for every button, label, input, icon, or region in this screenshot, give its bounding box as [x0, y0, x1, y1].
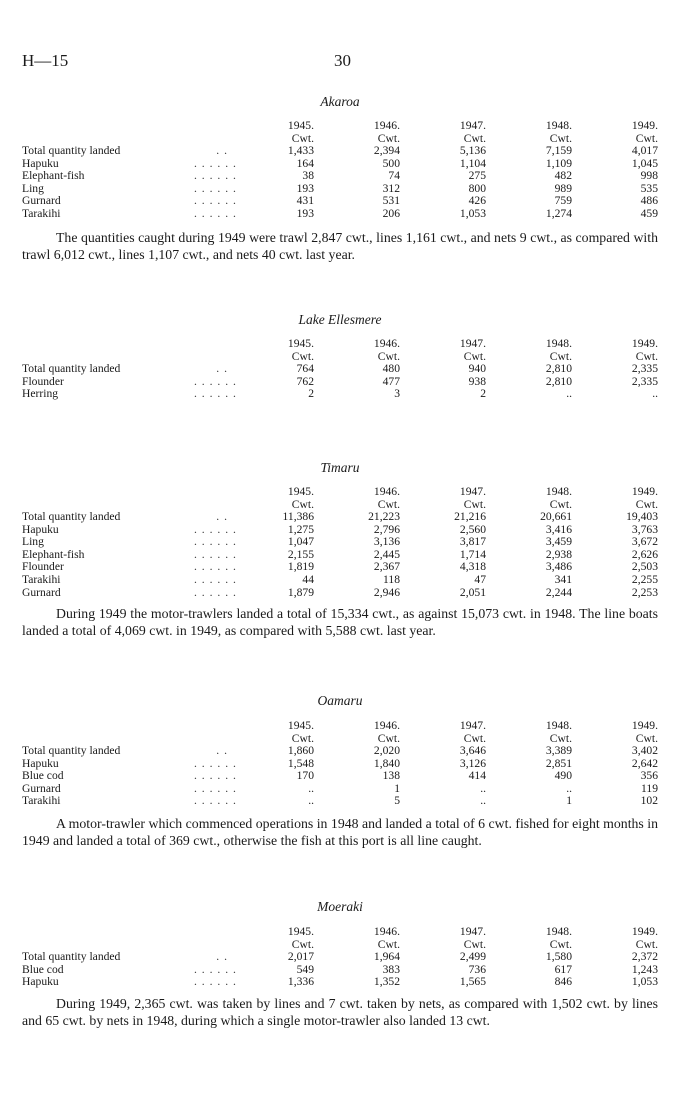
table-cell: 1,714	[459, 547, 486, 561]
table-cell: 193	[296, 206, 314, 220]
row-label: Tarakihi	[22, 572, 61, 586]
column-header: 1948.	[545, 485, 572, 498]
table-cell: ..	[566, 387, 572, 401]
leader-dots: . . . . . .	[194, 560, 237, 574]
leader-dots: . . . . . .	[194, 975, 237, 989]
table-cell: 2,394	[373, 144, 400, 157]
table-cell: 2,244	[545, 585, 572, 599]
catch-table	[22, 719, 658, 808]
column-header: Cwt.	[377, 132, 400, 145]
header-spacer	[194, 925, 228, 938]
column-header: 1945.	[287, 337, 314, 350]
table-cell: 3,459	[545, 535, 572, 549]
row-label: Herring	[22, 387, 59, 401]
year-header-row	[22, 337, 658, 350]
row-label: Blue cod	[22, 769, 64, 783]
table-cell: 1	[394, 781, 400, 795]
leader-dots: . .	[216, 144, 228, 157]
row-label: Ling	[22, 181, 44, 195]
table-cell: 1,860	[287, 744, 314, 757]
table-cell: 2	[480, 387, 486, 401]
table-cell: 4,017	[631, 144, 658, 157]
table-cell: 1,274	[545, 206, 572, 220]
leader-dots: . . . . . .	[194, 572, 237, 586]
leader-dots: . .	[216, 362, 228, 375]
leader-dots: . . . . . .	[194, 169, 237, 183]
table-cell: 2,642	[631, 756, 658, 770]
table-cell: 482	[554, 169, 572, 183]
year-header-row	[22, 925, 658, 938]
column-header: 1945.	[287, 719, 314, 732]
table-cell: 500	[382, 156, 400, 170]
column-header: Cwt.	[635, 732, 658, 745]
table-cell: 531	[382, 194, 400, 208]
table-cell: 2,020	[373, 744, 400, 757]
column-header: Cwt.	[635, 498, 658, 511]
table-cell: 426	[468, 194, 486, 208]
table-cell: 1,053	[631, 975, 658, 989]
table-cell: 3,126	[459, 756, 486, 770]
table-cell: 2,499	[459, 950, 486, 963]
header-spacer	[22, 485, 194, 498]
leader-dots: . . . . . .	[194, 535, 237, 549]
leader-dots: . . . . . .	[194, 156, 237, 170]
table-cell: 1,580	[545, 950, 572, 963]
table-row	[22, 574, 658, 587]
column-header: Cwt.	[635, 132, 658, 145]
row-label: Total quantity landed	[22, 510, 121, 523]
table-cell: 938	[468, 374, 486, 388]
table-cell: 1,275	[287, 522, 314, 536]
table-cell: 1,104	[459, 156, 486, 170]
header-spacer	[22, 119, 194, 132]
table-cell: 2,445	[373, 547, 400, 561]
leader-dots: . . . . . .	[194, 387, 237, 401]
column-header: Cwt.	[291, 938, 314, 951]
table-cell: 2,255	[631, 572, 658, 586]
table-cell: 2,155	[287, 547, 314, 561]
column-header: Cwt.	[549, 350, 572, 363]
table-cell: 74	[388, 169, 400, 183]
section-paragraph: The quantities caught during 1949 were trawl 2,847 cwt., lines 1,161 cwt., and nets 9 cwt., as compared with trawl 6,012 cwt., lines 1,107 cwt., and nets 40 cwt. last year.	[22, 229, 658, 262]
catch-table	[22, 119, 658, 221]
table-cell: 2,796	[373, 522, 400, 536]
column-header: Cwt.	[463, 498, 486, 511]
table-cell: 3,136	[373, 535, 400, 549]
table-row	[22, 170, 658, 183]
leader-dots: . . . . . .	[194, 374, 237, 388]
table-cell: 2,017	[287, 950, 314, 963]
table-cell: 3,416	[545, 522, 572, 536]
table-cell: 459	[640, 206, 658, 220]
table-cell: 193	[296, 181, 314, 195]
row-label: Gurnard	[22, 194, 61, 208]
row-label: Total quantity landed	[22, 744, 121, 757]
table-cell: 1	[566, 794, 572, 808]
table-row	[22, 745, 658, 758]
table-cell: 998	[640, 169, 658, 183]
table-row	[22, 770, 658, 783]
table-cell: ..	[480, 794, 486, 808]
leader-dots: . .	[216, 744, 228, 757]
catch-table	[22, 925, 658, 989]
column-header: 1948.	[545, 925, 572, 938]
leader-dots: . . . . . .	[194, 794, 237, 808]
table-cell: 7,159	[545, 144, 572, 157]
column-header: Cwt.	[635, 938, 658, 951]
leader-dots: . . . . . .	[194, 194, 237, 208]
table-cell: ..	[480, 781, 486, 795]
table-cell: 383	[382, 962, 400, 976]
table-cell: 275	[468, 169, 486, 183]
header-spacer	[22, 337, 194, 350]
table-cell: 341	[554, 572, 572, 586]
table-cell: 764	[296, 362, 314, 375]
section-title: Lake Ellesmere	[298, 312, 382, 327]
table-cell: 2,367	[373, 560, 400, 574]
table-cell: 800	[468, 181, 486, 195]
table-cell: 356	[640, 769, 658, 783]
catch-table	[22, 485, 658, 599]
row-label: Ling	[22, 535, 44, 549]
table-cell: 38	[302, 169, 314, 183]
table-cell: 312	[382, 181, 400, 195]
table-cell: 736	[468, 962, 486, 976]
table-cell: 1,045	[631, 156, 658, 170]
leader-dots: . . . . . .	[194, 769, 237, 783]
table-cell: 1,964	[373, 950, 400, 963]
table-cell: 3,646	[459, 744, 486, 757]
table-cell: 2,253	[631, 585, 658, 599]
table-cell: 846	[554, 975, 572, 989]
column-header: 1947.	[459, 337, 486, 350]
column-header: 1949.	[631, 719, 658, 732]
table-cell: 44	[302, 572, 314, 586]
table-row	[22, 511, 658, 524]
table-row	[22, 363, 658, 376]
table-cell: 118	[383, 572, 400, 586]
table-cell: 1,433	[287, 144, 314, 157]
table-cell: 11,386	[282, 510, 314, 523]
column-header: Cwt.	[549, 132, 572, 145]
table-cell: 940	[468, 362, 486, 375]
table-cell: 535	[640, 181, 658, 195]
column-header: Cwt.	[549, 938, 572, 951]
year-header-row	[22, 719, 658, 732]
leader-dots: . . . . . .	[194, 547, 237, 561]
table-row	[22, 145, 658, 158]
table-cell: 102	[640, 794, 658, 808]
table-cell: 164	[296, 156, 314, 170]
table-cell: 989	[554, 181, 572, 195]
table-cell: 2,372	[631, 950, 658, 963]
table-cell: 490	[554, 769, 572, 783]
row-label: Blue cod	[22, 962, 64, 976]
column-header: 1946.	[373, 485, 400, 498]
leader-dots: . . . . . .	[194, 522, 237, 536]
column-header: 1945.	[287, 485, 314, 498]
table-cell: 170	[296, 769, 314, 783]
row-label: Gurnard	[22, 781, 61, 795]
header-spacer	[22, 925, 194, 938]
row-label: Tarakihi	[22, 794, 61, 808]
section-paragraph: During 1949 the motor-trawlers landed a total of 15,334 cwt., as against 15,073 cwt. in 1948. The line boats landed a total of 4,069 cwt. in 1949, as compared with 5,588 cwt. last year.	[22, 606, 658, 639]
table-cell: 4,318	[459, 560, 486, 574]
header-spacer	[194, 485, 228, 498]
table-cell: 2,810	[545, 374, 572, 388]
table-cell: 19,403	[626, 510, 658, 523]
table-cell: 5	[394, 794, 400, 808]
column-header: 1946.	[373, 337, 400, 350]
column-header: Cwt.	[463, 938, 486, 951]
table-cell: 3,817	[459, 535, 486, 549]
leader-dots: . .	[216, 510, 228, 523]
table-row	[22, 976, 658, 989]
table-row	[22, 208, 658, 221]
table-cell: 2,503	[631, 560, 658, 574]
section-akaroa	[22, 93, 658, 263]
column-header: 1949.	[631, 337, 658, 350]
leader-dots: . . . . . .	[194, 962, 237, 976]
table-cell: 3,486	[545, 560, 572, 574]
column-header: 1949.	[631, 119, 658, 132]
section-title: Moeraki	[317, 899, 363, 914]
column-header: Cwt.	[377, 350, 400, 363]
table-cell: 431	[296, 194, 314, 208]
column-header: 1946.	[373, 925, 400, 938]
column-header: Cwt.	[291, 132, 314, 145]
table-cell: ..	[566, 781, 572, 795]
leader-dots: . . . . . .	[194, 181, 237, 195]
row-label: Total quantity landed	[22, 362, 121, 375]
column-header: 1945.	[287, 119, 314, 132]
table-cell: 3,672	[631, 535, 658, 549]
column-header: 1948.	[545, 119, 572, 132]
column-header: 1946.	[373, 119, 400, 132]
column-header: Cwt.	[377, 732, 400, 745]
column-header: 1948.	[545, 337, 572, 350]
page-reference: H—15	[22, 51, 69, 70]
leader-dots: . .	[216, 950, 228, 963]
table-cell: 2,938	[545, 547, 572, 561]
row-label: Elephant-fish	[22, 547, 85, 561]
table-cell: 206	[382, 206, 400, 220]
year-header-row	[22, 119, 658, 132]
row-label: Total quantity landed	[22, 950, 121, 963]
header-spacer	[194, 337, 228, 350]
column-header: 1947.	[459, 485, 486, 498]
table-cell: 549	[296, 962, 314, 976]
table-cell: 1,819	[287, 560, 314, 574]
section-title: Akaroa	[320, 94, 360, 109]
table-cell: 486	[640, 194, 658, 208]
table-cell: 21,216	[454, 510, 486, 523]
table-cell: 1,243	[631, 962, 658, 976]
column-header: Cwt.	[377, 938, 400, 951]
row-label: Elephant-fish	[22, 169, 85, 183]
table-cell: 2,335	[631, 374, 658, 388]
table-cell: 480	[382, 362, 400, 375]
section-oamaru	[22, 692, 658, 849]
table-row	[22, 388, 658, 401]
column-header: 1946.	[373, 719, 400, 732]
column-header: Cwt.	[463, 132, 486, 145]
table-cell: 2,560	[459, 522, 486, 536]
table-row	[22, 795, 658, 808]
table-cell: 762	[296, 374, 314, 388]
row-label: Flounder	[22, 374, 64, 388]
column-header: 1945.	[287, 925, 314, 938]
row-label: Hapuku	[22, 756, 59, 770]
table-cell: 1,840	[373, 756, 400, 770]
table-cell: 5,136	[459, 144, 486, 157]
column-header: Cwt.	[291, 498, 314, 511]
column-header: 1947.	[459, 719, 486, 732]
row-label: Hapuku	[22, 156, 59, 170]
table-row	[22, 951, 658, 964]
row-label: Flounder	[22, 560, 64, 574]
table-cell: 1,047	[287, 535, 314, 549]
column-header: 1949.	[631, 925, 658, 938]
column-header: 1948.	[545, 719, 572, 732]
section-title: Timaru	[320, 460, 360, 475]
table-cell: ..	[308, 781, 314, 795]
section-moeraki	[22, 898, 658, 1029]
column-header: 1949.	[631, 485, 658, 498]
table-cell: 119	[641, 781, 658, 795]
leader-dots: . . . . . .	[194, 585, 237, 599]
table-cell: 414	[468, 769, 486, 783]
table-cell: 21,223	[368, 510, 400, 523]
section-paragraph: A motor-trawler which commenced operations in 1948 and landed a total of 6 cwt. fished for eight months in 1949 and landed a total of 369 cwt., otherwise the fish at this port is all line caught.	[22, 815, 658, 848]
table-cell: 3,389	[545, 744, 572, 757]
column-header: Cwt.	[549, 732, 572, 745]
table-cell: 2,810	[545, 362, 572, 375]
table-cell: 138	[382, 769, 400, 783]
table-cell: 3,402	[631, 744, 658, 757]
table-cell: 2,626	[631, 547, 658, 561]
column-header: Cwt.	[463, 732, 486, 745]
column-header: Cwt.	[291, 732, 314, 745]
column-header: Cwt.	[635, 350, 658, 363]
section-title: Oamaru	[317, 693, 363, 708]
table-cell: 2,946	[373, 585, 400, 599]
table-cell: 1,879	[287, 585, 314, 599]
table-cell: 1,109	[545, 156, 572, 170]
table-cell: ..	[652, 387, 658, 401]
section-lake-ellesmere	[22, 311, 658, 401]
year-header-row	[22, 485, 658, 498]
table-row	[22, 376, 658, 389]
row-label: Hapuku	[22, 975, 59, 989]
table-cell: 1,565	[459, 975, 486, 989]
section-timaru	[22, 459, 658, 639]
leader-dots: . . . . . .	[194, 206, 237, 220]
table-cell: 2,851	[545, 756, 572, 770]
column-header: 1947.	[459, 119, 486, 132]
table-cell: 2	[308, 387, 314, 401]
table-row	[22, 587, 658, 600]
table-cell: 617	[554, 962, 572, 976]
table-cell: 2,335	[631, 362, 658, 375]
table-cell: 759	[554, 194, 572, 208]
column-header: Cwt.	[291, 350, 314, 363]
table-cell: 2,051	[459, 585, 486, 599]
table-cell: 20,661	[540, 510, 572, 523]
header-spacer	[194, 119, 228, 132]
column-header: 1947.	[459, 925, 486, 938]
leader-dots: . . . . . .	[194, 756, 237, 770]
row-label: Tarakihi	[22, 206, 61, 220]
page-number: 30	[334, 51, 351, 70]
row-label: Hapuku	[22, 522, 59, 536]
table-row	[22, 783, 658, 796]
table-cell: 477	[382, 374, 400, 388]
section-paragraph: During 1949, 2,365 cwt. was taken by lines and 7 cwt. taken by nets, as compared with 1,502 cwt. by lines and 65 cwt. by nets in 1948, during which a single motor-trawler also landed 13 cwt.	[22, 995, 658, 1028]
header-spacer	[22, 719, 194, 732]
column-header: Cwt.	[549, 498, 572, 511]
table-cell: 1,548	[287, 756, 314, 770]
row-label: Total quantity landed	[22, 144, 121, 157]
header-spacer	[194, 719, 228, 732]
table-cell: 1,336	[287, 975, 314, 989]
table-row	[22, 536, 658, 549]
table-cell: 47	[474, 572, 486, 586]
leader-dots: . . . . . .	[194, 781, 237, 795]
table-cell: ..	[308, 794, 314, 808]
table-cell: 1,352	[373, 975, 400, 989]
table-cell: 1,053	[459, 206, 486, 220]
catch-table	[22, 337, 658, 401]
table-cell: 3,763	[631, 522, 658, 536]
row-label: Gurnard	[22, 585, 61, 599]
column-header: Cwt.	[377, 498, 400, 511]
table-cell: 3	[394, 387, 400, 401]
column-header: Cwt.	[463, 350, 486, 363]
